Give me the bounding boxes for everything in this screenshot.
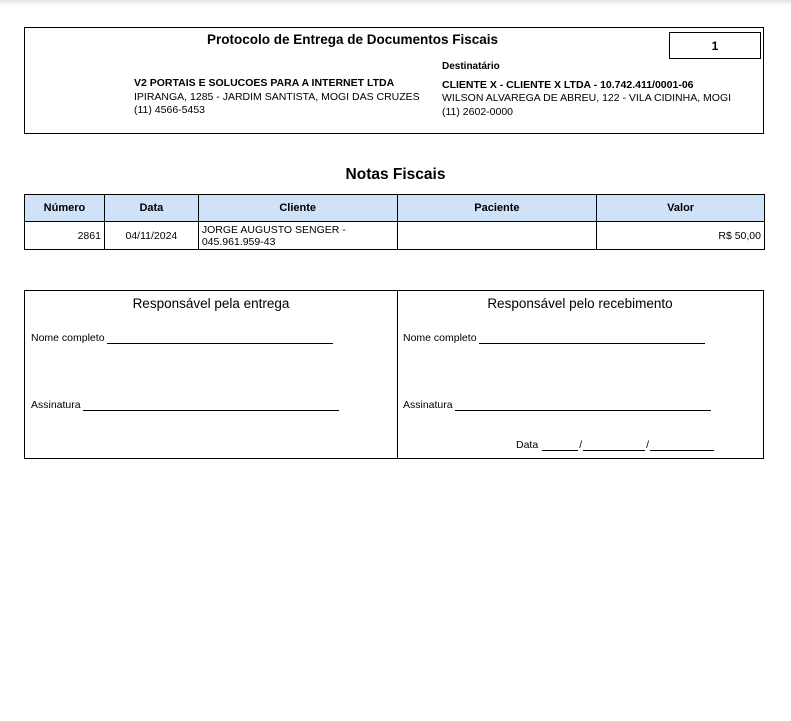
date-separator: / bbox=[646, 439, 650, 451]
delivery-signature-label: Assinatura bbox=[31, 399, 81, 411]
recipient-address: WILSON ALVAREGA DE ABREU, 122 - VILA CIDINHA, MOGI bbox=[442, 92, 732, 104]
cliente-line-2: 045.961.959-43 bbox=[201, 235, 276, 248]
recipient-name: CLIENTE X - CLIENTE X LTDA - 10.742.411/0001-06 bbox=[442, 78, 694, 91]
issuer-phone: (11) 4566-5453 bbox=[134, 104, 206, 116]
date-day-blank bbox=[542, 439, 578, 451]
cell-data: 04/11/2024 bbox=[104, 222, 198, 250]
cell-cliente bbox=[198, 222, 397, 250]
recipient-block bbox=[442, 60, 731, 119]
cell-valor: R$ 50,00 bbox=[597, 222, 765, 250]
column-header-valor: Valor bbox=[597, 195, 765, 222]
document-title: Protocolo de Entrega de Documentos Fiscais bbox=[207, 32, 499, 47]
receipt-title: Responsável pelo recebimento bbox=[487, 296, 673, 311]
delivery-signature-section bbox=[25, 291, 398, 458]
date-separator: / bbox=[579, 439, 583, 451]
recipient-phone: (11) 2602-0000 bbox=[442, 105, 514, 118]
receipt-name-label: Nome completo bbox=[403, 332, 477, 344]
date-year-blank bbox=[650, 439, 714, 451]
section-title-notas: Notas Fiscais bbox=[345, 166, 446, 183]
receipt-signature-label: Assinatura bbox=[403, 399, 453, 411]
column-header-data: Data bbox=[104, 195, 198, 222]
receipt-name-blank bbox=[479, 332, 705, 344]
issuer-block bbox=[134, 77, 420, 118]
table-header-row bbox=[25, 195, 765, 222]
signature-box bbox=[24, 290, 764, 459]
receipt-signature-line bbox=[403, 399, 711, 411]
delivery-signature-blank bbox=[83, 399, 339, 411]
cell-numero: 2861 bbox=[25, 222, 105, 250]
receipt-date-line bbox=[516, 439, 714, 451]
column-header-paciente: Paciente bbox=[397, 195, 597, 222]
page-number-box: 1 bbox=[669, 32, 761, 59]
delivery-title: Responsável pela entrega bbox=[132, 296, 290, 311]
delivery-name-line bbox=[31, 332, 333, 344]
table-row bbox=[25, 222, 765, 250]
column-header-cliente: Cliente bbox=[198, 195, 397, 222]
column-header-numero: Número bbox=[25, 195, 105, 222]
invoices-table bbox=[24, 194, 765, 250]
receipt-signature-blank bbox=[455, 399, 711, 411]
delivery-name-blank bbox=[107, 332, 333, 344]
issuer-address: IPIRANGA, 1285 - JARDIM SANTISTA, MOGI DAS CRUZES bbox=[134, 90, 420, 103]
cell-paciente bbox=[397, 222, 597, 250]
receipt-name-line bbox=[403, 332, 705, 344]
delivery-signature-line bbox=[31, 399, 339, 411]
delivery-name-label: Nome completo bbox=[31, 332, 105, 344]
cliente-line-1: JORGE AUGUSTO SENGER - bbox=[201, 223, 346, 236]
receipt-date-label: Data bbox=[516, 439, 539, 451]
receipt-signature-section bbox=[397, 291, 763, 458]
protocol-header bbox=[24, 27, 764, 134]
recipient-label: Destinatário bbox=[442, 61, 500, 72]
date-month-blank bbox=[583, 439, 645, 451]
viewer-top-shadow bbox=[0, 0, 791, 6]
issuer-name: V2 PORTAIS E SOLUCOES PARA A INTERNET LTDA bbox=[134, 77, 395, 89]
